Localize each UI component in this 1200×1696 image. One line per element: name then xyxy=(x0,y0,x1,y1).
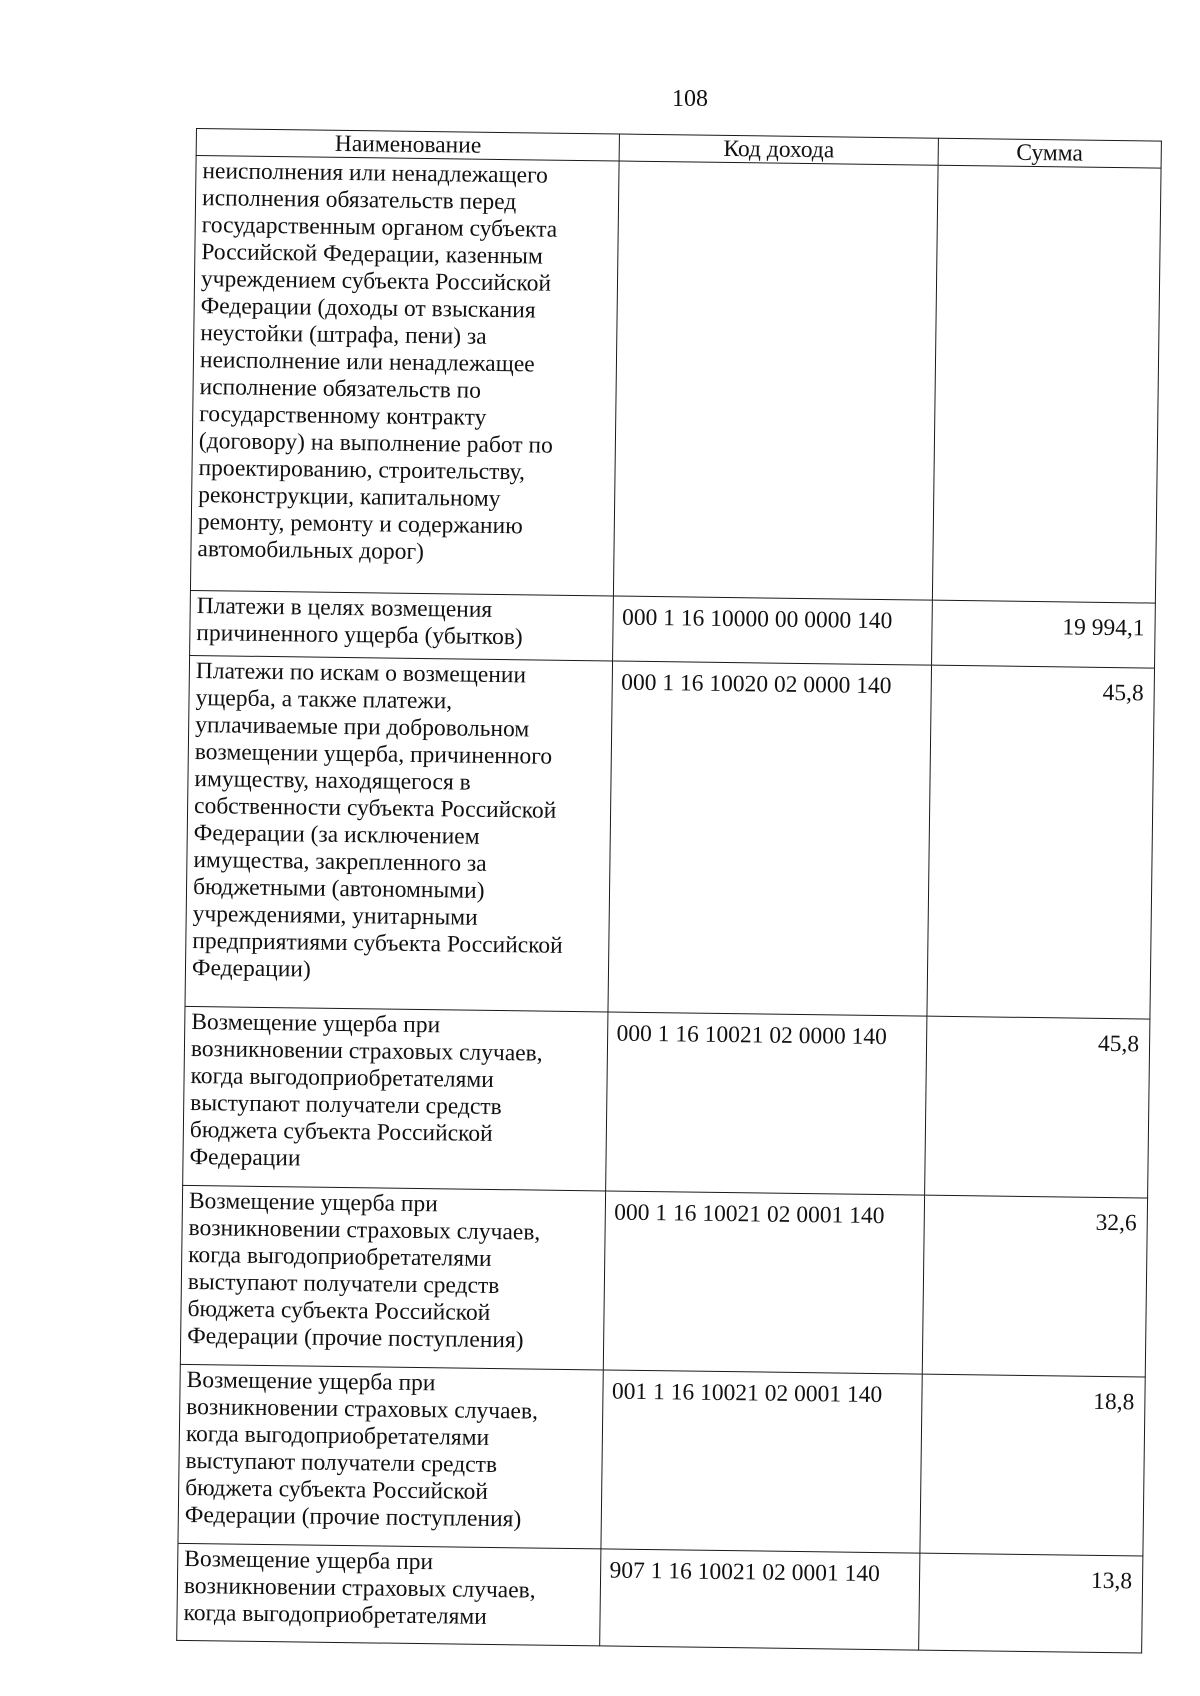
row-name-cell: Возмещение ущерба при возникновении страховых случаев, когда выгодоприобретателями выступают получатели средств бюджета субъекта Российской Федерации (прочие поступления) xyxy=(180,1185,606,1370)
row-name-cell: Платежи по искам о возмещении ущерба, а также платежи, уплачиваемые при добровольном возмещении ущерба, причиненного имуществу, находящегося в собственности субъекта Российской Федерации (за исключением имущества, закрепленного за бюджетными (автономными) учреждениями, унитарными предприятиями субъекта Российской Федерации) xyxy=(185,655,613,1012)
row-sum-cell: 45,8 xyxy=(927,665,1155,1019)
row-code-cell: 000 1 16 10021 02 0001 140 xyxy=(604,1191,925,1374)
row-sum-cell: 19 994,1 xyxy=(931,600,1155,668)
row-sum-cell: 45,8 xyxy=(924,1016,1150,1198)
row-code-cell: 000 1 16 10021 02 0000 140 xyxy=(606,1012,927,1195)
row-sum-cell: 32,6 xyxy=(922,1195,1148,1377)
table-row xyxy=(190,156,1161,604)
row-name-cell: Возмещение ущерба при возникновении страховых случаев, когда выгодоприобретателями выступают получатели средств бюджета субъекта Российской Федерации (прочие поступления) xyxy=(178,1364,604,1549)
header-name: Наименование xyxy=(196,129,620,162)
table-row xyxy=(180,1185,1147,1377)
row-code-cell: 000 1 16 10000 00 0000 140 xyxy=(613,596,932,665)
row-name-cell: Платежи в целях возмещения причиненного ущерба (убытков) xyxy=(190,590,614,661)
row-sum-cell xyxy=(932,165,1161,603)
revenue-table xyxy=(176,128,1162,1654)
table-row xyxy=(183,1006,1150,1198)
row-code-cell: 000 1 16 10020 02 0000 140 xyxy=(608,661,931,1016)
row-name-cell: Возмещение ущерба при возникновении страховых случаев, когда выгодоприобретателями выступают получатели средств бюджета субъекта Российской Федерации xyxy=(183,1006,609,1191)
row-name-cell: Возмещение ущерба при возникновении страховых случаев, когда выгодоприобретателями xyxy=(177,1543,602,1646)
header-code: Код дохода xyxy=(620,134,939,165)
row-code-cell xyxy=(614,161,938,600)
row-code-cell: 907 1 16 10021 02 0001 140 xyxy=(600,1549,920,1650)
row-sum-cell: 18,8 xyxy=(920,1374,1146,1556)
table-row xyxy=(178,1364,1145,1556)
table-row xyxy=(185,655,1155,1019)
header-sum: Сумма xyxy=(938,138,1162,168)
table-row xyxy=(177,1543,1143,1653)
row-code-cell: 001 1 16 10021 02 0001 140 xyxy=(601,1370,922,1553)
page-number: 108 xyxy=(672,86,708,112)
row-sum-cell: 13,8 xyxy=(918,1553,1142,1653)
row-name-cell: неисполнения или ненадлежащего исполнения обязательств перед государственным органом субъекта Российской Федерации, казенным учреждением субъекта Российской Федерации (доходы от взыскания неустойки (штрафа, пени) за неисполнение или ненадлежащее исполнение обязательств по государственному контракту (договору) на выполнение работ по проектированию, строительству, реконструкции, капитальному ремонту, ремонту и содержанию автомобильных дорог) xyxy=(190,156,619,597)
